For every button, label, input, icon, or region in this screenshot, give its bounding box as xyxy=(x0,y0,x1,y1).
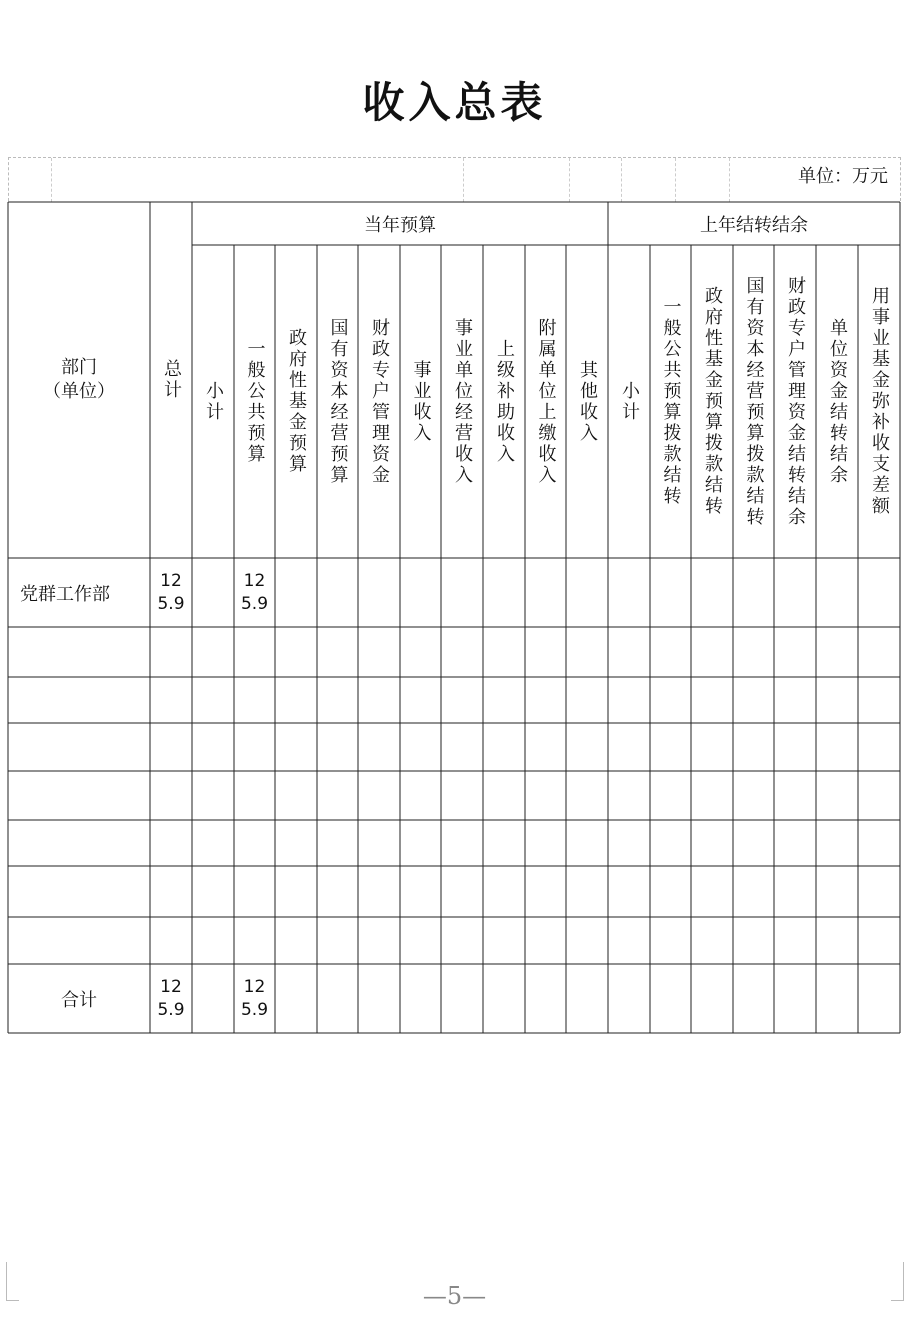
total-cell xyxy=(150,627,192,677)
value-cell xyxy=(566,627,608,677)
total-header xyxy=(150,202,192,558)
current-col-header-text: 其他收入 xyxy=(577,359,598,444)
value-cell xyxy=(691,964,733,1033)
carryover-col-header xyxy=(733,245,774,558)
value-cell xyxy=(650,627,691,677)
value-cell xyxy=(816,820,858,866)
value-cell xyxy=(234,723,275,771)
carryover-col-header-text: 一般公共预算拨款结转 xyxy=(660,296,682,507)
page-number: —5— xyxy=(422,1282,487,1310)
value-cell xyxy=(691,917,733,964)
value-cell xyxy=(234,917,275,964)
value-cell xyxy=(192,917,234,964)
value-cell xyxy=(566,723,608,771)
value-cell xyxy=(234,771,275,820)
value-cell xyxy=(816,771,858,820)
value-cell xyxy=(525,627,566,677)
value-cell xyxy=(234,627,275,677)
value-cell xyxy=(192,964,234,1033)
value-cell xyxy=(525,820,566,866)
value-cell xyxy=(733,820,774,866)
total-cell xyxy=(150,771,192,820)
value-cell xyxy=(400,964,441,1033)
value-cell xyxy=(733,723,774,771)
value-cell xyxy=(358,627,400,677)
dept-cell xyxy=(8,723,150,771)
current-col-header xyxy=(234,245,275,558)
value-cell xyxy=(691,723,733,771)
value-cell xyxy=(608,677,650,723)
value-cell xyxy=(483,627,525,677)
value-cell xyxy=(400,771,441,820)
current-col-header xyxy=(317,245,358,558)
value-cell xyxy=(358,558,400,627)
value-cell xyxy=(774,771,816,820)
value-cell xyxy=(774,627,816,677)
dept-cell-text: 合计 xyxy=(61,989,97,1011)
value-cell xyxy=(608,627,650,677)
current-col-header xyxy=(400,245,441,558)
value-cell xyxy=(733,677,774,723)
value-cell xyxy=(774,820,816,866)
value-cell xyxy=(234,820,275,866)
value-cell xyxy=(275,820,317,866)
value-cell xyxy=(525,917,566,964)
carryover-col-header-text: 国有资本经营预算拨款结转 xyxy=(743,275,765,528)
carryover-col-header xyxy=(691,245,733,558)
current-col-header-text: 附属单位上缴收入 xyxy=(535,317,557,486)
carryover-header xyxy=(608,202,900,245)
value-cell xyxy=(275,917,317,964)
total-cell-text: 125.9 xyxy=(157,976,185,1020)
total-cell xyxy=(150,677,192,723)
value-cell-text: 125.9 xyxy=(240,976,269,1020)
current-col-header xyxy=(192,245,234,558)
value-cell xyxy=(525,964,566,1033)
value-cell xyxy=(608,866,650,917)
value-cell xyxy=(275,627,317,677)
dept-cell xyxy=(8,866,150,917)
value-cell xyxy=(858,964,900,1033)
value-cell xyxy=(816,917,858,964)
value-cell xyxy=(816,866,858,917)
value-cell xyxy=(358,917,400,964)
unit-label: 单位：万元 xyxy=(798,166,888,187)
value-cell xyxy=(483,771,525,820)
total-cell-text: 125.9 xyxy=(157,570,185,614)
value-cell xyxy=(858,558,900,627)
value-cell xyxy=(608,917,650,964)
value-cell xyxy=(317,771,358,820)
value-cell xyxy=(234,558,275,627)
value-cell xyxy=(858,820,900,866)
value-cell xyxy=(192,627,234,677)
value-cell xyxy=(774,866,816,917)
value-cell xyxy=(358,866,400,917)
page-title: 收入总表 xyxy=(362,78,547,127)
value-cell xyxy=(358,771,400,820)
value-cell xyxy=(400,917,441,964)
value-cell xyxy=(483,964,525,1033)
value-cell xyxy=(650,677,691,723)
value-cell xyxy=(400,677,441,723)
value-cell xyxy=(774,917,816,964)
value-cell xyxy=(441,866,483,917)
dept-cell-text: 党群工作部 xyxy=(20,583,110,605)
value-cell xyxy=(400,866,441,917)
value-cell xyxy=(275,558,317,627)
value-cell xyxy=(525,677,566,723)
current-col-header-text: 财政专户管理资金 xyxy=(369,317,390,486)
total-cell xyxy=(150,964,192,1033)
value-cell xyxy=(358,964,400,1033)
value-cell xyxy=(566,820,608,866)
value-cell xyxy=(816,723,858,771)
dept-cell xyxy=(8,627,150,677)
value-cell xyxy=(192,771,234,820)
value-cell xyxy=(774,558,816,627)
value-cell xyxy=(275,723,317,771)
value-cell xyxy=(858,627,900,677)
value-cell xyxy=(275,771,317,820)
value-cell xyxy=(733,866,774,917)
value-cell xyxy=(733,964,774,1033)
value-cell xyxy=(733,558,774,627)
dept-cell xyxy=(8,964,150,1033)
value-cell xyxy=(441,558,483,627)
total-cell xyxy=(150,558,192,627)
value-cell xyxy=(483,558,525,627)
value-cell xyxy=(400,627,441,677)
value-cell xyxy=(650,917,691,964)
value-cell xyxy=(816,677,858,723)
value-cell xyxy=(858,866,900,917)
carryover-col-header-text: 用事业基金弥补收支差额 xyxy=(869,286,890,517)
value-cell xyxy=(816,964,858,1033)
current-col-header xyxy=(483,245,525,558)
value-cell xyxy=(733,627,774,677)
value-cell xyxy=(608,558,650,627)
value-cell xyxy=(400,820,441,866)
value-cell xyxy=(691,627,733,677)
value-cell xyxy=(441,677,483,723)
value-cell xyxy=(441,723,483,771)
value-cell xyxy=(816,558,858,627)
value-cell xyxy=(858,771,900,820)
value-cell xyxy=(608,723,650,771)
value-cell xyxy=(774,964,816,1033)
value-cell xyxy=(566,964,608,1033)
current-col-header xyxy=(358,245,400,558)
value-cell xyxy=(525,558,566,627)
carryover-col-header-text: 小计 xyxy=(619,380,640,423)
value-cell xyxy=(525,866,566,917)
current-col-header xyxy=(566,245,608,558)
value-cell xyxy=(650,866,691,917)
value-cell xyxy=(774,723,816,771)
dept-header xyxy=(8,202,150,558)
value-cell xyxy=(275,677,317,723)
value-cell xyxy=(733,917,774,964)
value-cell xyxy=(358,723,400,771)
value-cell xyxy=(858,723,900,771)
value-cell xyxy=(192,558,234,627)
carryover-col-header-text: 财政专户管理资金结转结余 xyxy=(785,275,806,528)
current-col-header xyxy=(275,245,317,558)
dept-cell xyxy=(8,771,150,820)
value-cell xyxy=(483,677,525,723)
current-col-header-text: 政府性基金预算 xyxy=(286,328,307,475)
current-col-header-text: 一般公共预算 xyxy=(244,338,266,465)
value-cell xyxy=(317,677,358,723)
value-cell xyxy=(441,627,483,677)
current-year-header-text: 当年预算 xyxy=(364,214,436,236)
value-cell xyxy=(650,771,691,820)
current-col-header-text: 小计 xyxy=(203,380,224,423)
value-cell xyxy=(441,820,483,866)
value-cell xyxy=(691,558,733,627)
value-cell xyxy=(691,771,733,820)
value-cell xyxy=(192,677,234,723)
carryover-header-text: 上年结转结余 xyxy=(700,214,808,236)
value-cell xyxy=(566,771,608,820)
value-cell xyxy=(192,820,234,866)
dept-header-line: （单位） xyxy=(43,381,115,402)
value-cell xyxy=(400,558,441,627)
value-cell xyxy=(774,677,816,723)
current-col-header-text: 事业单位经营收入 xyxy=(452,317,473,486)
value-cell xyxy=(192,866,234,917)
value-cell xyxy=(358,677,400,723)
current-col-header xyxy=(441,245,483,558)
value-cell xyxy=(525,771,566,820)
value-cell xyxy=(691,677,733,723)
value-cell xyxy=(192,723,234,771)
carryover-col-header-text: 政府性基金预算拨款结转 xyxy=(702,286,723,517)
dept-header-line: 部门 xyxy=(61,357,97,378)
value-cell xyxy=(317,866,358,917)
value-cell xyxy=(317,820,358,866)
value-cell xyxy=(234,964,275,1033)
value-cell xyxy=(525,723,566,771)
value-cell xyxy=(608,820,650,866)
dept-cell xyxy=(8,677,150,723)
value-cell xyxy=(650,558,691,627)
value-cell xyxy=(566,677,608,723)
dept-cell xyxy=(8,917,150,964)
current-col-header-text: 上级补助收入 xyxy=(494,338,515,465)
value-cell xyxy=(317,917,358,964)
value-cell xyxy=(275,866,317,917)
total-cell xyxy=(150,820,192,866)
value-cell xyxy=(650,964,691,1033)
value-cell xyxy=(234,866,275,917)
value-cell xyxy=(691,820,733,866)
value-cell xyxy=(566,917,608,964)
total-cell xyxy=(150,917,192,964)
current-col-header-text: 事业收入 xyxy=(410,359,432,444)
carryover-col-header xyxy=(774,245,816,558)
value-cell xyxy=(608,771,650,820)
value-cell xyxy=(483,917,525,964)
value-cell xyxy=(234,677,275,723)
value-cell xyxy=(608,964,650,1033)
value-cell xyxy=(566,558,608,627)
total-header-text: 总计 xyxy=(161,359,182,401)
value-cell xyxy=(858,677,900,723)
value-cell xyxy=(317,558,358,627)
value-cell xyxy=(400,723,441,771)
current-year-header xyxy=(192,202,608,245)
total-cell xyxy=(150,866,192,917)
dept-cell xyxy=(8,558,150,627)
value-cell xyxy=(650,723,691,771)
value-cell xyxy=(483,866,525,917)
current-col-header-text: 国有资本经营预算 xyxy=(327,317,349,486)
carryover-col-header xyxy=(650,245,691,558)
value-cell xyxy=(275,964,317,1033)
value-cell xyxy=(816,627,858,677)
value-cell xyxy=(317,964,358,1033)
carryover-col-header xyxy=(858,245,900,558)
dept-cell xyxy=(8,820,150,866)
value-cell xyxy=(650,820,691,866)
value-cell-text: 125.9 xyxy=(240,570,269,614)
carryover-col-header-text: 单位资金结转结余 xyxy=(827,317,848,486)
value-cell xyxy=(317,627,358,677)
carryover-col-header xyxy=(816,245,858,558)
value-cell xyxy=(691,866,733,917)
value-cell xyxy=(733,771,774,820)
current-col-header xyxy=(525,245,566,558)
value-cell xyxy=(358,820,400,866)
value-cell xyxy=(858,917,900,964)
value-cell xyxy=(441,964,483,1033)
carryover-col-header xyxy=(608,245,650,558)
value-cell xyxy=(483,820,525,866)
value-cell xyxy=(317,723,358,771)
value-cell xyxy=(441,917,483,964)
total-cell xyxy=(150,723,192,771)
value-cell xyxy=(441,771,483,820)
value-cell xyxy=(483,723,525,771)
value-cell xyxy=(566,866,608,917)
